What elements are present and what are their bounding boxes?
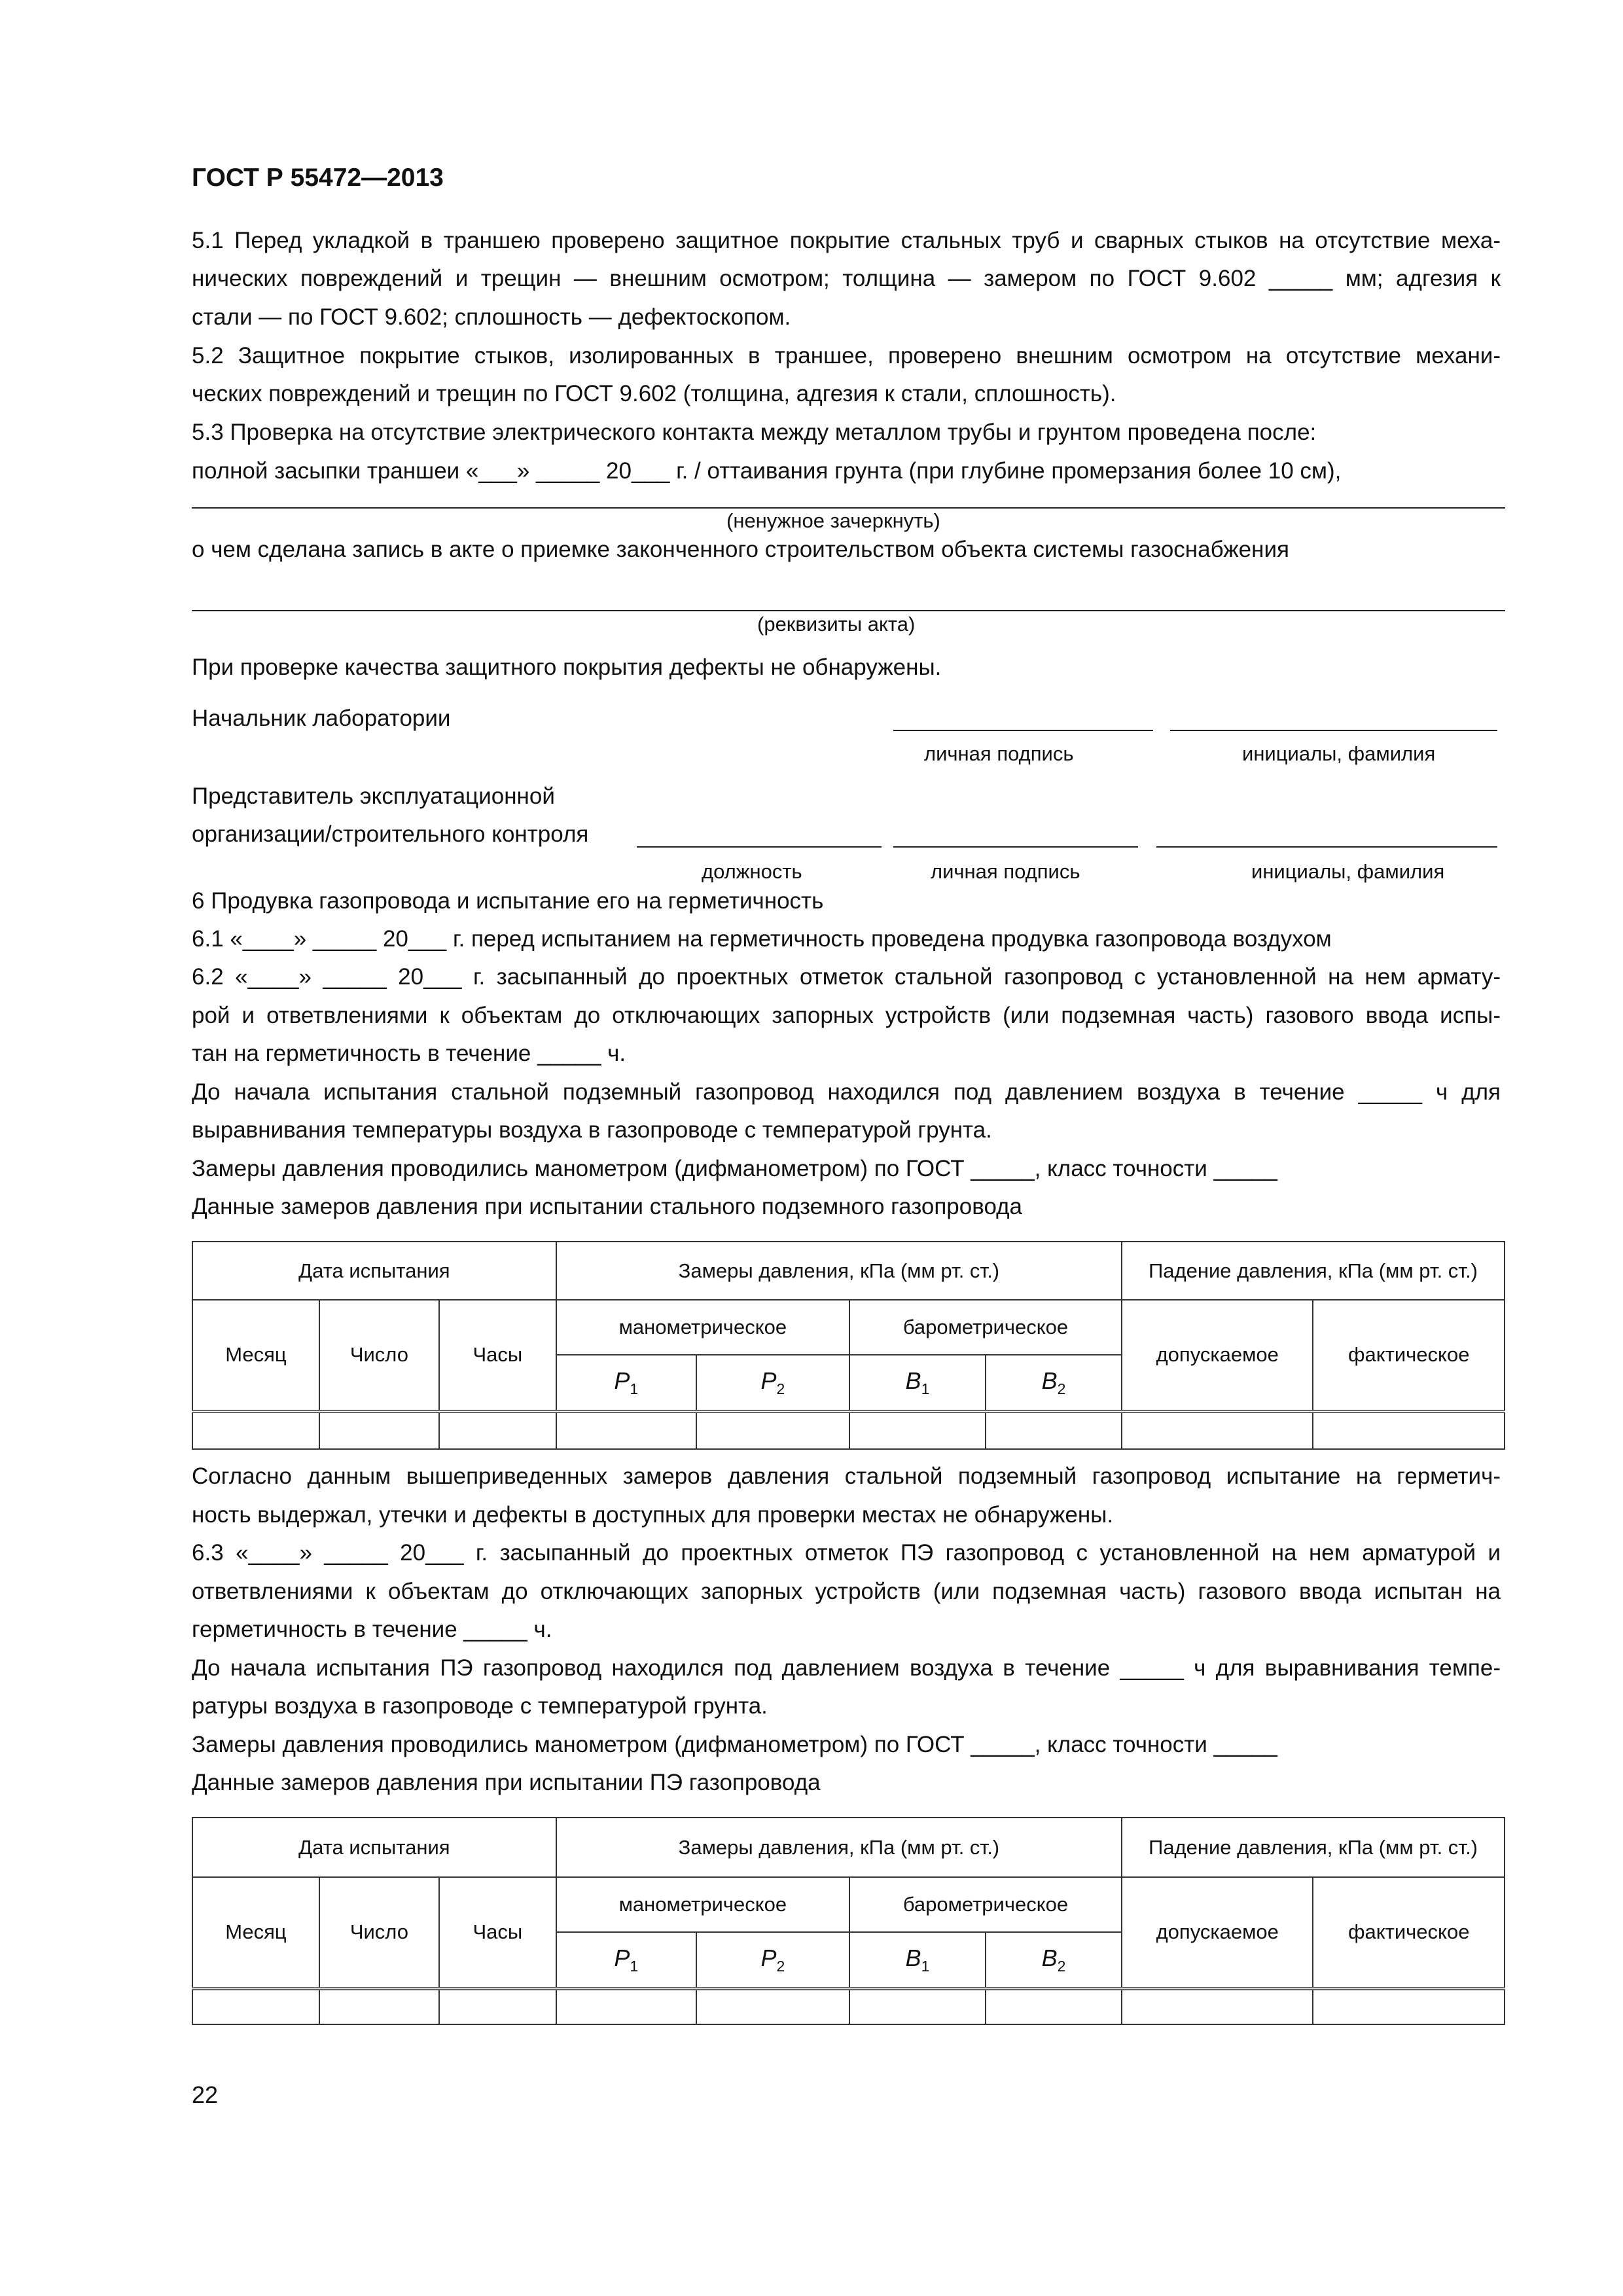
p2-header: $P_2$: [696, 1355, 849, 1411]
p2-header: $P_2$: [696, 1932, 849, 1988]
table-cell[interactable]: [849, 1988, 986, 2024]
table-cell[interactable]: [696, 1411, 849, 1449]
representative-signature-line: [893, 846, 1138, 848]
table-cell[interactable]: [192, 1988, 319, 2024]
day-header: Число: [319, 1877, 439, 1988]
table-cell[interactable]: [192, 1411, 319, 1449]
pe-gauge-line: Замеры давления проводились манометром (дифманометром) по ГОСТ _____, класс точности _____: [192, 1732, 1277, 1757]
steel-result-line-2: ность выдержал, утечки и дефекты в доступных для проверки местах не обнаружены.: [192, 1502, 1114, 1528]
b1-header: $B_1$: [849, 1355, 986, 1411]
table-cell[interactable]: [556, 1411, 696, 1449]
hours-header: Часы: [439, 1300, 556, 1411]
date-group-header: Дата испытания: [192, 1818, 556, 1877]
b2-header: $B_2$: [986, 1932, 1122, 1988]
paragraph-5-2-line-2: ческих повреждений и трещин по ГОСТ 9.602 (толщина, адгезия к стали, сплошность).: [192, 381, 1116, 406]
lab-head-name-caption: инициалы, фамилия: [1242, 742, 1436, 765]
paragraph-5-1-line-1: 5.1 Перед укладкой в траншею проверено защитное покрытие стальных труб и сварных стыков на отсутствие меха-: [192, 228, 1501, 253]
table-cell[interactable]: [1122, 1988, 1313, 2024]
paragraph-6-1: 6.1 «____» _____ 20___ г. перед испытанием на герметичность проведена продувка газопровода воздухом: [192, 926, 1332, 952]
paragraph-6-3-line-3: герметичность в течение _____ ч.: [192, 1617, 552, 1642]
p1-header: $P_1$: [556, 1355, 696, 1411]
steel-pre-test-line-1: До начала испытания стальной подземный газопровод находился под давлением воздуха в течение _____ ч для: [192, 1079, 1501, 1105]
representative-label-line-1: Представитель эксплуатационной: [192, 783, 555, 809]
table-cell[interactable]: [696, 1988, 849, 2024]
b1-header: $B_1$: [849, 1932, 986, 1988]
allowed-drop-header: допускаемое: [1122, 1877, 1313, 1988]
paragraph-6-3-line-2: ответвлениями к объектам до отключающих запорных устройств (или подземная часть) газового ввода испытан на: [192, 1579, 1501, 1604]
drop-group-header: Падение давления, кПа (мм рт. ст.): [1122, 1242, 1505, 1300]
paragraph-5-2-line-1: 5.2 Защитное покрытие стыков, изолированных в траншее, проверено внешним осмотром на отсутствие механи-: [192, 343, 1501, 368]
steel-gauge-line: Замеры давления проводились манометром (дифманометром) по ГОСТ _____, класс точности _____: [192, 1156, 1277, 1181]
barometric-header: барометрическое: [849, 1877, 1122, 1932]
steel-result-line-1: Согласно данным вышеприведенных замеров давления стальной подземный газопровод испытание на герметич-: [192, 1463, 1501, 1489]
actual-drop-header: фактическое: [1313, 1877, 1505, 1988]
paragraph-5-3-line-1: 5.3 Проверка на отсутствие электрического контакта между металлом трубы и грунтом проведена после:: [192, 420, 1317, 445]
page-number: 22: [192, 2081, 219, 2108]
hours-header: Часы: [439, 1877, 556, 1988]
month-header: Месяц: [192, 1300, 319, 1411]
actual-drop-header: фактическое: [1313, 1300, 1505, 1411]
lab-head-name-line: [1170, 730, 1497, 731]
section-6-title: 6 Продувка газопровода и испытание его на герметичность: [192, 888, 824, 914]
no-defects-statement: При проверке качества защитного покрытия дефекты не обнаружены.: [192, 655, 942, 680]
table-row: [192, 1411, 1505, 1449]
representative-signature-caption: личная подпись: [931, 860, 1080, 883]
pe-pre-test-line-1: До начала испытания ПЭ газопровод находился под давлением воздуха в течение _____ ч для выравнивания темпе-: [192, 1655, 1501, 1681]
paragraph-6-2-line-3: тан на герметичность в течение _____ ч.: [192, 1041, 626, 1066]
paragraph-6-3-line-1: 6.3 «____» _____ 20___ г. засыпанный до проектных отметок ПЭ газопровод с установленной на нем арматурой и: [192, 1540, 1501, 1566]
table-cell[interactable]: [556, 1988, 696, 2024]
table-cell[interactable]: [1313, 1988, 1505, 2024]
p1-header: $P_1$: [556, 1932, 696, 1988]
paragraph-5-1-line-2: нических повреждений и трещин — внешним осмотром; толщина — замером по ГОСТ 9.602 _____ мм; адгезия к: [192, 266, 1501, 291]
strike-choice-line: [192, 507, 1505, 509]
allowed-drop-header: допускаемое: [1122, 1300, 1313, 1411]
lab-head-signature-caption: личная подпись: [924, 742, 1074, 765]
date-group-header: Дата испытания: [192, 1242, 556, 1300]
table-cell[interactable]: [849, 1411, 986, 1449]
barometric-header: барометрическое: [849, 1300, 1122, 1355]
lab-head-label: Начальник лаборатории: [192, 706, 451, 731]
lab-head-signature-line: [893, 730, 1153, 731]
strike-hint-label: (ненужное зачеркнуть): [726, 509, 940, 532]
table-cell[interactable]: [1313, 1411, 1505, 1449]
representative-position-line: [637, 846, 882, 848]
table-cell[interactable]: [319, 1411, 439, 1449]
table-cell[interactable]: [1122, 1411, 1313, 1449]
pressure-group-header: Замеры давления, кПа (мм рт. ст.): [556, 1242, 1122, 1300]
table-cell[interactable]: [439, 1411, 556, 1449]
table-cell[interactable]: [439, 1988, 556, 2024]
manometric-header: манометрическое: [556, 1300, 849, 1355]
b2-header: $B_2$: [986, 1355, 1122, 1411]
standard-header: ГОСТ Р 55472—2013: [192, 164, 444, 192]
steel-pre-test-line-2: выравнивания температуры воздуха в газопроводе с температурой грунта.: [192, 1117, 992, 1143]
representative-name-line: [1156, 846, 1497, 848]
act-record-line: о чем сделана запись в акте о приемке законченного строительством объекта системы газоснабжения: [192, 537, 1289, 562]
manometric-header: манометрическое: [556, 1877, 849, 1932]
representative-position-caption: должность: [702, 860, 802, 883]
paragraph-5-1-line-3: стали — по ГОСТ 9.602; сплошность — дефектоскопом.: [192, 304, 791, 330]
day-header: Число: [319, 1300, 439, 1411]
paragraph-5-3-line-2: полной засыпки траншеи «___» _____ 20___ г. / оттаивания грунта (при глубине промерзания более 10 см),: [192, 458, 1342, 484]
steel-table-caption: Данные замеров давления при испытании стального подземного газопровода: [192, 1194, 1023, 1219]
representative-name-caption: инициалы, фамилия: [1251, 860, 1445, 883]
table-cell[interactable]: [319, 1988, 439, 2024]
act-hint-label: (реквизиты акта): [757, 613, 916, 636]
representative-label-line-2: организации/строительного контроля: [192, 821, 589, 847]
month-header: Месяц: [192, 1877, 319, 1988]
drop-group-header: Падение давления, кПа (мм рт. ст.): [1122, 1818, 1505, 1877]
act-details-line: [192, 610, 1505, 611]
pe-pre-test-line-2: ратуры воздуха в газопроводе с температурой грунта.: [192, 1693, 768, 1719]
table-cell[interactable]: [986, 1411, 1122, 1449]
steel-pressure-table: [192, 1241, 1505, 1450]
table-row: [192, 1988, 1505, 2024]
table-cell[interactable]: [986, 1988, 1122, 2024]
pressure-group-header: Замеры давления, кПа (мм рт. ст.): [556, 1818, 1122, 1877]
pe-pressure-table: [192, 1817, 1505, 2025]
pe-table-caption: Данные замеров давления при испытании ПЭ газопровода: [192, 1770, 821, 1795]
paragraph-6-2-line-2: рой и ответвлениями к объектам до отключающих запорных устройств (или подземная часть) газового ввода испы-: [192, 1003, 1501, 1028]
paragraph-6-2-line-1: 6.2 «____» _____ 20___ г. засыпанный до проектных отметок стальной газопровод с установленной на нем армату-: [192, 964, 1501, 990]
